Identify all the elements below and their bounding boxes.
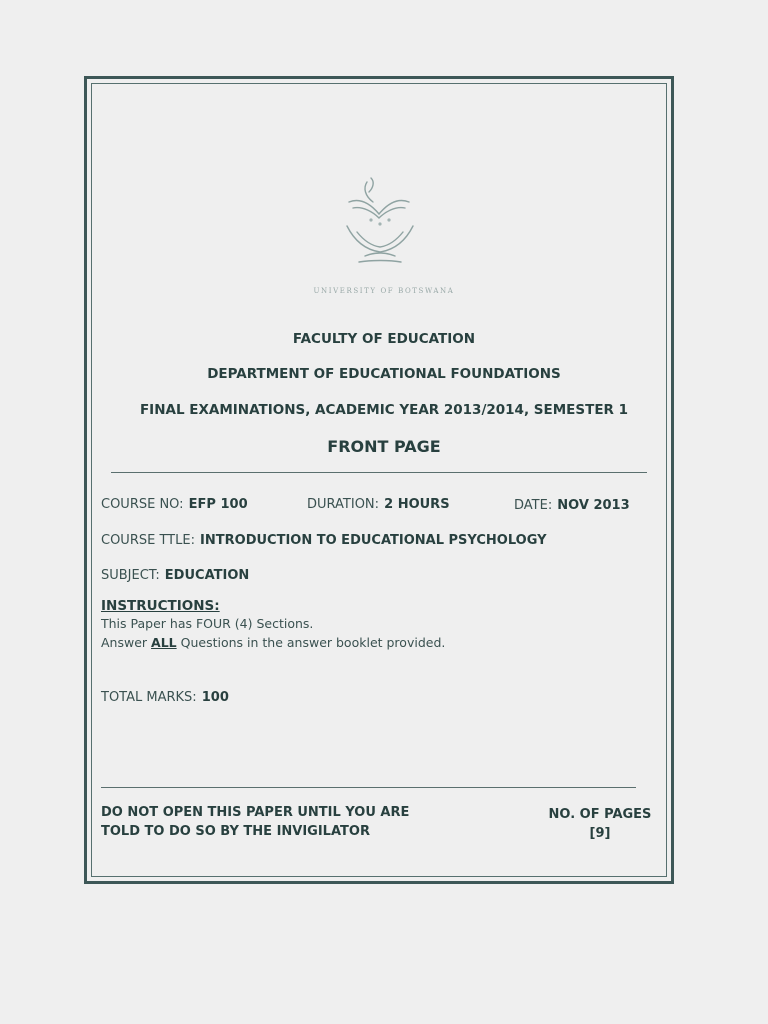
subject-field (101, 564, 249, 583)
university-logo (335, 172, 425, 276)
footer-divider (101, 787, 636, 788)
total-marks-label: TOTAL MARKS: (101, 690, 197, 705)
date-value: NOV 2013 (557, 498, 630, 513)
course-no-value: EFP 100 (188, 497, 248, 512)
course-no-field (101, 493, 248, 512)
subject-label: SUBJECT: (101, 568, 160, 583)
warning-notice (101, 803, 409, 841)
duration-field (307, 493, 450, 512)
date-field (514, 494, 630, 513)
duration-label: DURATION: (307, 497, 380, 512)
page-count (544, 805, 656, 843)
university-name: UNIVERSITY OF BOTSWANA (313, 287, 455, 295)
instructions-line-2-end: Questions in the answer booklet provided. (180, 635, 446, 650)
course-title-field (101, 529, 547, 548)
course-title-value: INTRODUCTION TO EDUCATIONAL PSYCHOLOGY (200, 533, 547, 548)
instructions-emphasis: ALL (151, 635, 177, 650)
warning-line-2: TOLD TO DO SO BY THE INVIGILATOR (101, 824, 370, 839)
duration-value: 2 HOURS (384, 497, 450, 512)
faculty-heading: FACULTY OF EDUCATION (292, 331, 476, 347)
instructions-title: INSTRUCTIONS: (101, 598, 220, 614)
department-heading: DEPARTMENT OF EDUCATIONAL FOUNDATIONS (207, 366, 561, 382)
warning-line-1: DO NOT OPEN THIS PAPER UNTIL YOU ARE (101, 805, 410, 820)
instructions-line-2-start: Answer (101, 635, 148, 650)
total-marks-value: 100 (201, 690, 229, 705)
date-label: DATE: (514, 498, 553, 513)
total-marks-field (101, 686, 229, 705)
page-count-value: [9] (589, 826, 611, 841)
subject-value: EDUCATION (164, 568, 250, 583)
instructions-line-2 (101, 635, 445, 650)
header-divider (111, 472, 647, 473)
instructions-line-1: This Paper has FOUR (4) Sections. (101, 616, 314, 631)
exam-heading: FINAL EXAMINATIONS, ACADEMIC YEAR 2013/2014, SEMESTER 1 (139, 402, 629, 418)
page-count-label: NO. OF PAGES (548, 807, 652, 822)
page-title: FRONT PAGE (327, 437, 441, 456)
course-title-label: COURSE TTLE: (101, 533, 195, 548)
course-no-label: COURSE NO: (101, 497, 184, 512)
